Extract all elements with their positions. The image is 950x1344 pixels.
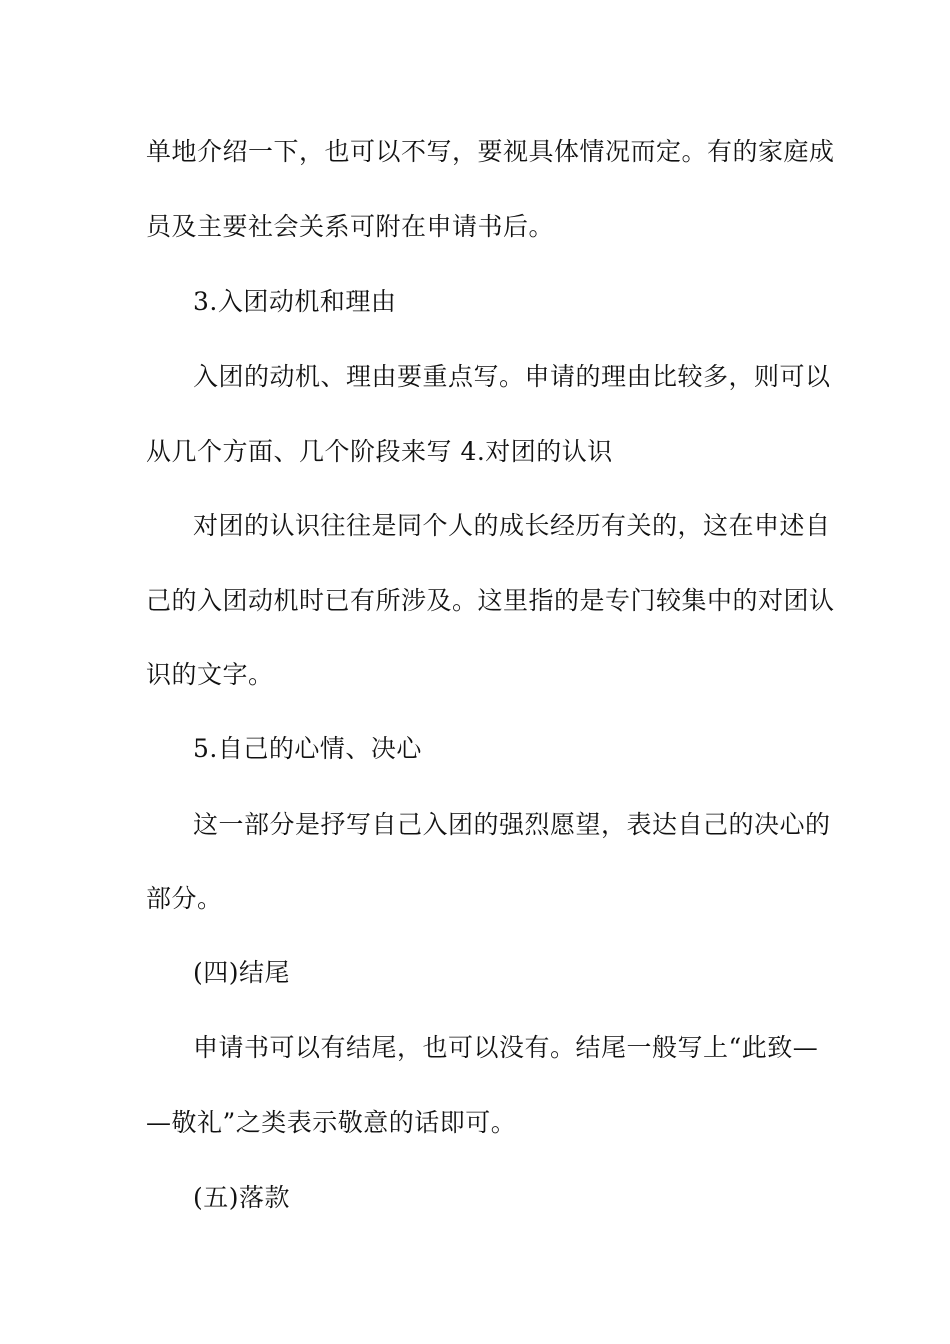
text-line: 己的入团动机时已有所涉及。这里指的是专门较集中的对团认 (146, 586, 835, 615)
section-heading: (五)落款 (193, 1183, 291, 1212)
text-line: 部分。 (146, 884, 223, 913)
paragraph-line: 入团的动机、理由要重点写。申请的理由比较多，则可以 (193, 362, 831, 391)
section-heading: 3.入团动机和理由 (193, 287, 397, 316)
paragraph-line: 对团的认识往往是同个人的成长经历有关的，这在申述自 (193, 511, 831, 540)
text-line: 员及主要社会关系可附在申请书后。 (146, 212, 555, 241)
paragraph-line: 这一部分是抒写自己入团的强烈愿望，表达自己的决心的 (193, 810, 831, 839)
text-line: —敬礼”之类表示敬意的话即可。 (146, 1108, 517, 1137)
paragraph-line: 申请书可以有结尾，也可以没有。结尾一般写上“此致— (193, 1033, 819, 1062)
section-heading: (四)结尾 (193, 958, 291, 987)
text-line: 单地介绍一下，也可以不写，要视具体情况而定。有的家庭成 (146, 137, 835, 166)
section-heading: 5.自己的心情、决心 (193, 734, 422, 763)
text-line: 识的文字。 (146, 660, 274, 689)
text-line: 从几个方面、几个阶段来写 4.对团的认识 (146, 437, 613, 466)
